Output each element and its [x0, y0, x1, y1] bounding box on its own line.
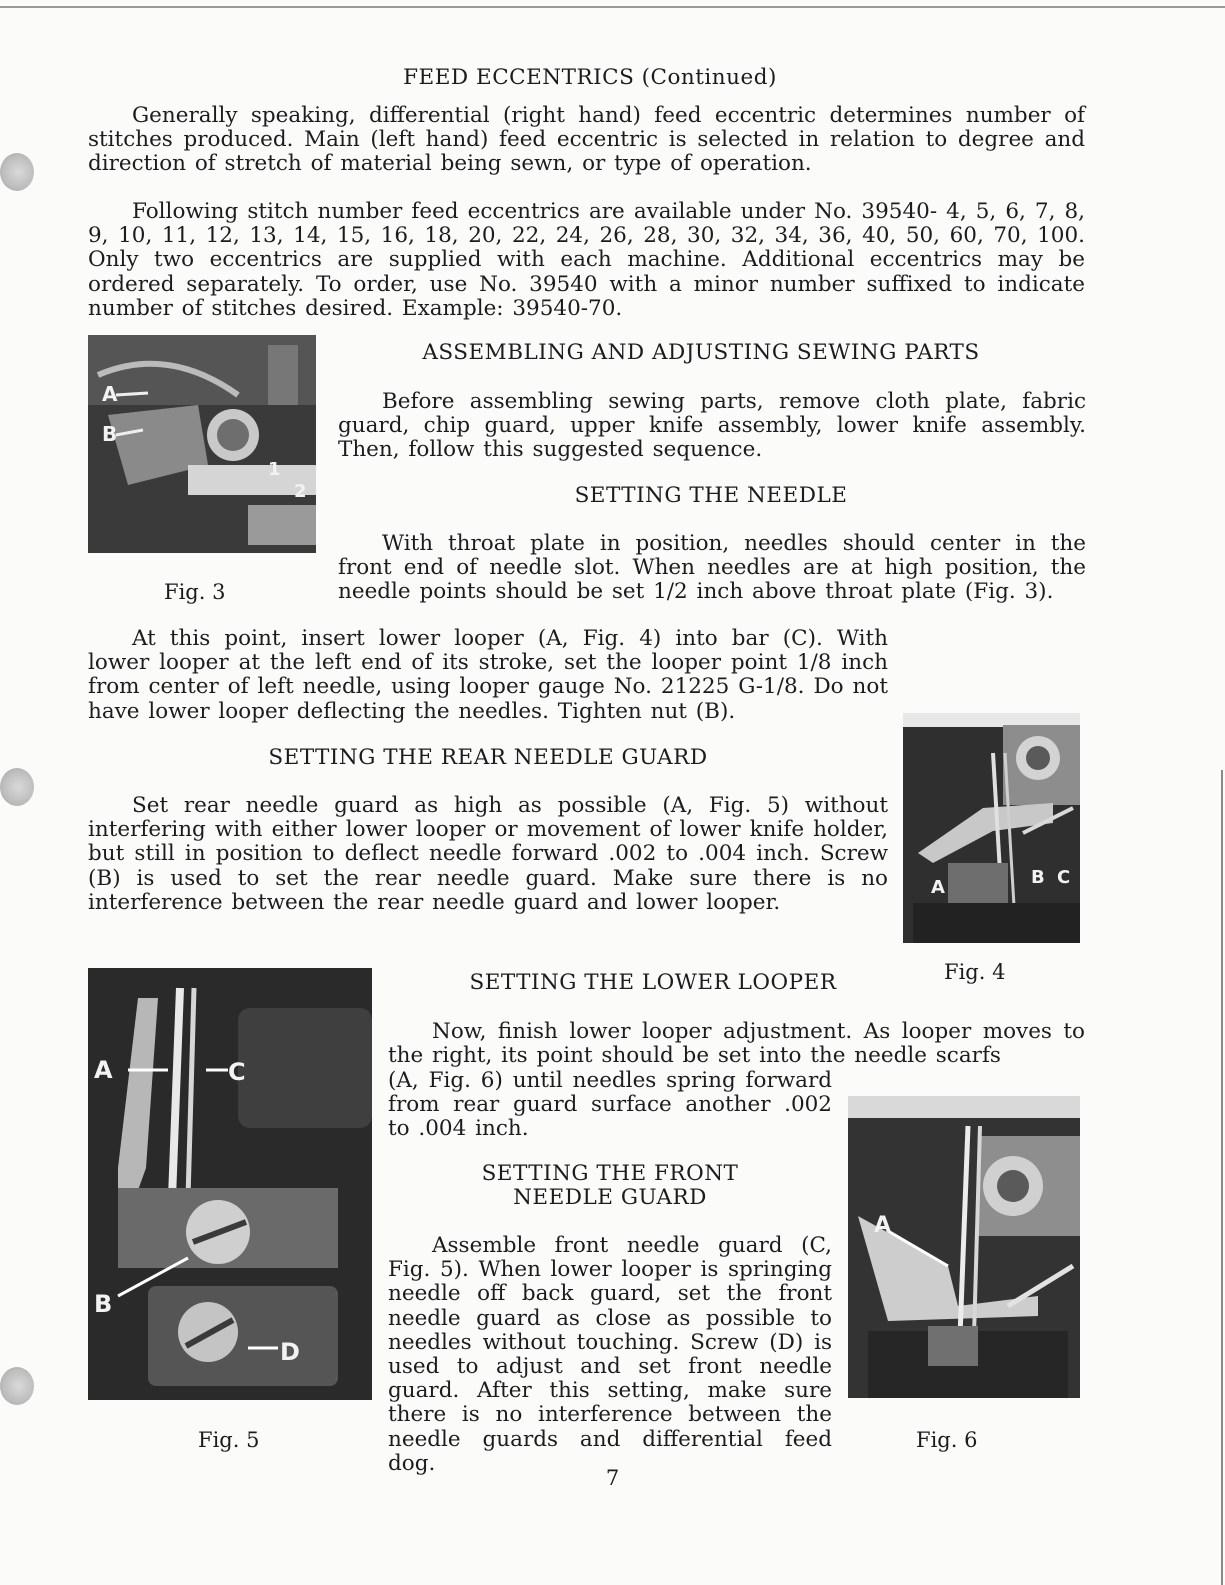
figure-3-photo	[88, 335, 316, 553]
paragraph-lower-looper: Now, finish lower looper adjustment. As looper moves to the right, its point should be set into the needle scarfs	[388, 1019, 1085, 1069]
paragraph-rear-guard: Set rear needle guard as high as possible (A, Fig. 5) without interfering with either lower looper or movement of lower knife holder, but still in position to deflect needle forward .002 to .004 inch. Screw (B) is used to set the rear needle guard. Make sure there is no interference between the rear needle guard and lower looper.	[88, 793, 888, 915]
figure-6-illustration	[848, 1096, 1080, 1398]
paragraph-setting-needle: With throat plate in position, needles should center in the front end of needle slot. When needles are at high position, the needle points should be set 1/2 inch above throat plate (Fig. 3).	[338, 531, 1086, 605]
figure-4-caption: Fig. 4	[944, 960, 1006, 984]
figure-5-illustration	[88, 968, 372, 1400]
binder-hole-top	[0, 153, 34, 191]
fig5-label-a: A	[94, 1056, 113, 1084]
binder-hole-bottom	[0, 1367, 34, 1405]
section-title-lower-looper: SETTING THE LOWER LOOPER	[469, 970, 837, 995]
section-title-front-guard-line2: NEEDLE GUARD	[513, 1185, 707, 1210]
binder-hole-middle	[0, 768, 34, 806]
right-border-line	[1221, 770, 1223, 1585]
page-title: FEED ECCENTRICS (Continued)	[403, 65, 777, 90]
section-title-setting-needle: SETTING THE NEEDLE	[574, 483, 848, 508]
fig3-label-a: A	[102, 382, 118, 406]
fig4-label-c: C	[1057, 867, 1071, 888]
figure-4-illustration	[903, 713, 1080, 943]
paragraph-eccentric-general: Generally speaking, differential (right hand) feed eccentric determines number of stitches produced. Main (left hand) feed eccentric is selected in relation to degree and direction of stretch of material being sewn, or type of operation.	[88, 103, 1085, 177]
fig5-label-d: D	[280, 1338, 300, 1366]
figure-4-photo	[903, 713, 1080, 943]
section-title-rear-guard: SETTING THE REAR NEEDLE GUARD	[268, 745, 708, 770]
fig6-label-a: A	[874, 1213, 892, 1238]
fig4-label-a: A	[931, 877, 945, 898]
paragraph-insert-looper: At this point, insert lower looper (A, Fig. 4) into bar (C). With lower looper at the left end of its stroke, set the looper point 1/8 inch from center of left needle, using looper gauge No. 21225 G-1/8. Do not have lower looper deflecting the needles. Tighten nut (B).	[88, 626, 888, 724]
paragraph-assembling: Before assembling sewing parts, remove cloth plate, fabric guard, chip guard, upper knife assembly, lower knife assembly. Then, follow this suggested sequence.	[338, 389, 1086, 463]
figure-6-photo	[848, 1096, 1080, 1398]
fig5-label-b: B	[94, 1290, 113, 1318]
section-title-front-guard-line1: SETTING THE FRONT	[481, 1161, 739, 1186]
paragraph-lower-looper-cont: (A, Fig. 6) until needles spring forward from rear guard surface another .002 to .004 inch.	[388, 1068, 832, 1142]
page-number: 7	[605, 1466, 620, 1490]
section-title-assembling: ASSEMBLING AND ADJUSTING SEWING PARTS	[422, 340, 980, 365]
fig5-label-c: C	[228, 1058, 246, 1086]
figure-3-illustration	[88, 335, 316, 553]
figure-5-caption: Fig. 5	[198, 1428, 260, 1452]
fig3-label-2: 2	[294, 481, 307, 502]
figure-3-caption: Fig. 3	[164, 580, 226, 604]
figure-6-caption: Fig. 6	[916, 1428, 978, 1452]
paragraph-front-guard: Assemble front needle guard (C, Fig. 5). When lower looper is springing needle off back guard, set the front needle guard as close as possible to needles without touching. Screw (D) is used to adjust and set front needle guard. After this setting, make sure there is no interference between the needle guards and differential feed dog.	[388, 1233, 832, 1476]
fig3-label-b: B	[102, 422, 118, 446]
fig4-label-b: B	[1031, 867, 1045, 888]
figure-5-photo	[88, 968, 372, 1400]
fig3-label-1: 1	[268, 459, 281, 480]
top-border-line	[0, 6, 1225, 8]
paragraph-eccentric-list: Following stitch number feed eccentrics are available under No. 39540- 4, 5, 6, 7, 8, 9, 10, 11, 12, 13, 14, 15, 16, 18, 20, 22, 24, 26, 28, 30, 32, 34, 36, 40, 50, 60, 70, 100. Only two eccentrics are supplied with each machine. Additional eccentrics may be ordered separately. To order, use No. 39540 with a minor number suffixed to indicate number of stitches desired. Example: 39540-70.	[88, 199, 1085, 321]
